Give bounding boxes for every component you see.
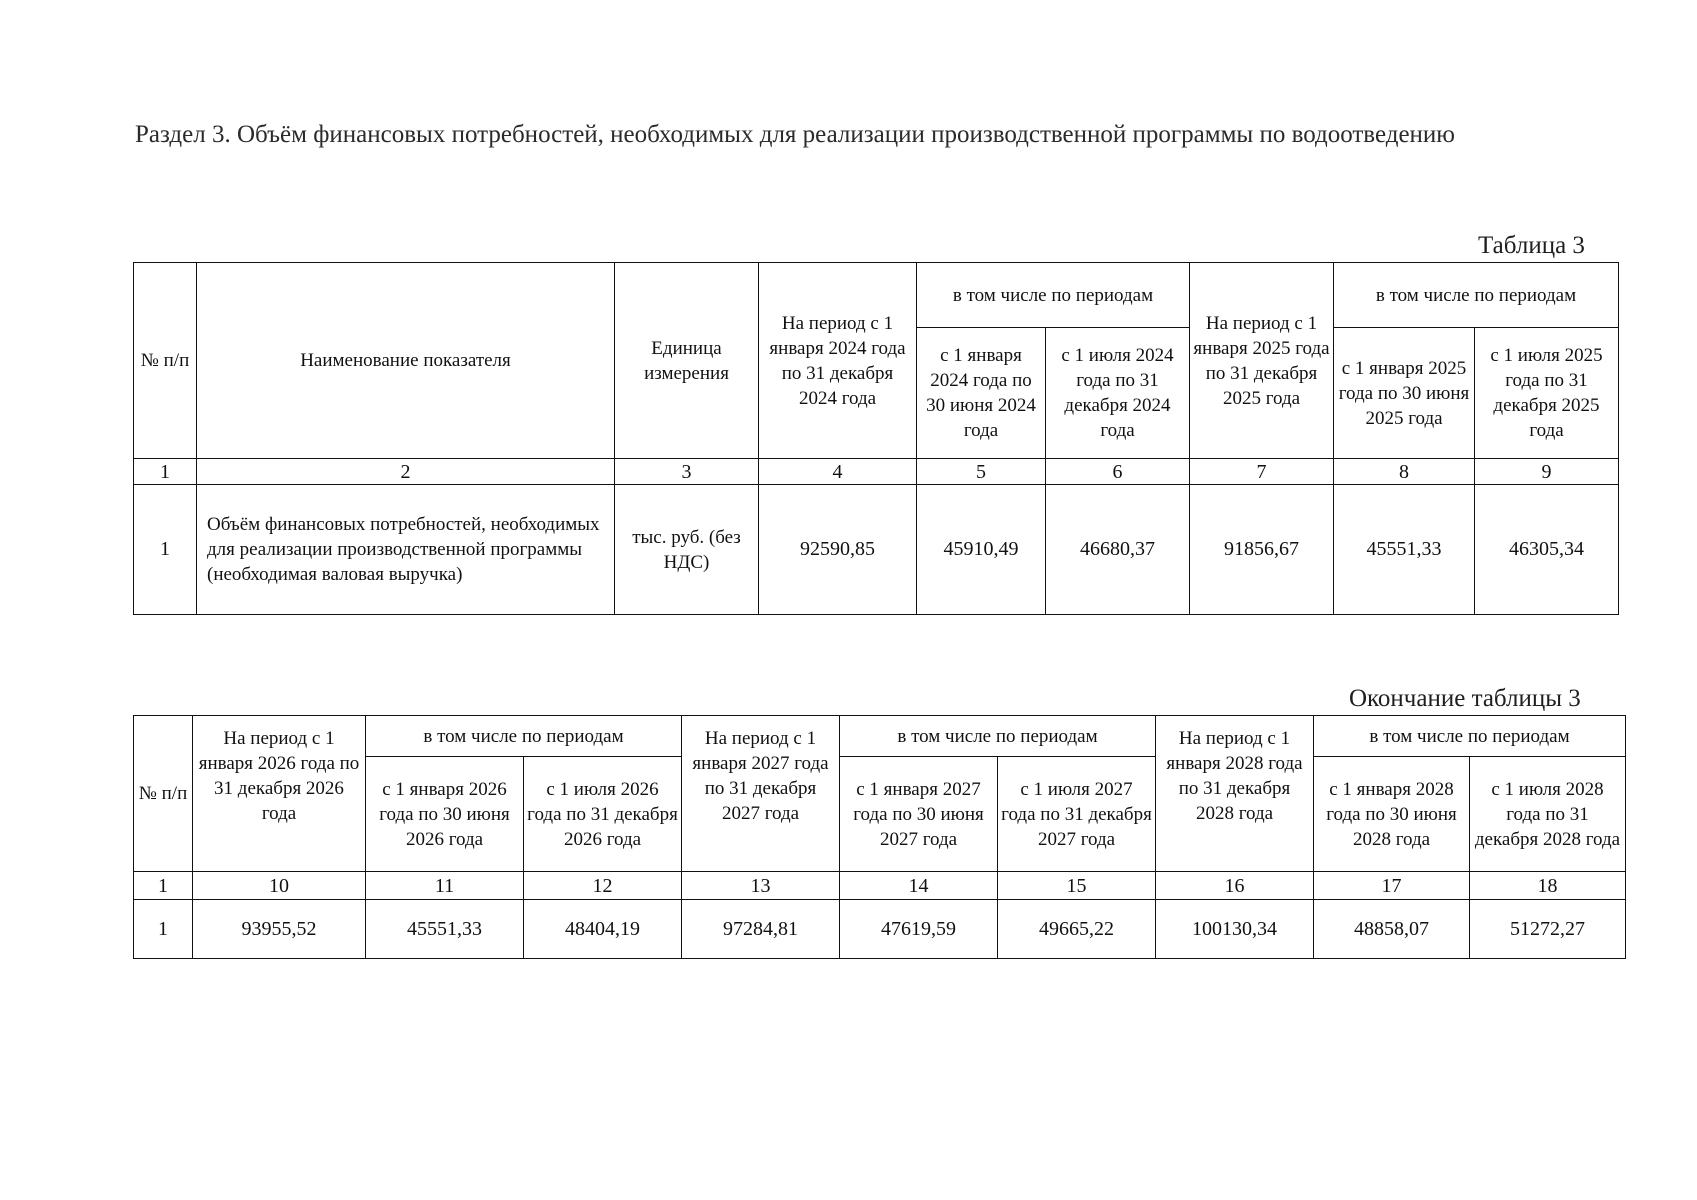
header-h1-2028: с 1 января 2028 года по 30 июня 2028 года bbox=[1314, 757, 1470, 872]
column-number: 2 bbox=[197, 459, 615, 485]
column-number: 7 bbox=[1190, 459, 1334, 485]
cell-value-2027: 97284,81 bbox=[682, 900, 840, 959]
column-number: 9 bbox=[1475, 459, 1619, 485]
header-period-2028: На период с 1 января 2028 года по 31 декабря 2028 года bbox=[1156, 716, 1314, 872]
column-number: 15 bbox=[998, 872, 1156, 900]
column-number: 6 bbox=[1046, 459, 1190, 485]
cell-value-h1-2025: 45551,33 bbox=[1334, 485, 1475, 615]
cell-value-h2-2026: 48404,19 bbox=[524, 900, 682, 959]
column-number-row bbox=[134, 459, 1619, 485]
cell-value-h2-2024: 46680,37 bbox=[1046, 485, 1190, 615]
column-number: 1 bbox=[134, 872, 193, 900]
table-row bbox=[134, 485, 1619, 615]
cell-value-2025: 91856,67 bbox=[1190, 485, 1334, 615]
cell-row-number: 1 bbox=[134, 900, 193, 959]
cell-row-number: 1 bbox=[134, 485, 197, 615]
column-number: 14 bbox=[840, 872, 998, 900]
cell-value-h1-2027: 47619,59 bbox=[840, 900, 998, 959]
header-h2-2024: с 1 июля 2024 года по 31 декабря 2024 года bbox=[1046, 328, 1190, 459]
cell-value-h2-2027: 49665,22 bbox=[998, 900, 1156, 959]
cell-value-2026: 93955,52 bbox=[193, 900, 366, 959]
cell-indicator-name: Объём финансовых потребностей, необходимых для реализации производственной программы (необходимая валовая выручка) bbox=[197, 485, 615, 615]
cell-value-2024: 92590,85 bbox=[759, 485, 917, 615]
column-number: 5 bbox=[917, 459, 1046, 485]
header-no: № п/п bbox=[134, 716, 193, 872]
header-period-2024: На период с 1 января 2024 года по 31 декабря 2024 года bbox=[759, 263, 917, 459]
header-h1-2025: с 1 января 2025 года по 30 июня 2025 года bbox=[1334, 328, 1475, 459]
table-continuation-caption: Окончание таблицы 3 bbox=[1349, 685, 1581, 712]
cell-unit: тыс. руб. (без НДС) bbox=[615, 485, 759, 615]
header-subperiods-2024: в том числе по периодам bbox=[917, 263, 1190, 328]
column-number: 12 bbox=[524, 872, 682, 900]
header-no: № п/п bbox=[134, 263, 197, 459]
column-number: 18 bbox=[1470, 872, 1626, 900]
header-subperiods-2027: в том числе по периодам bbox=[840, 716, 1156, 757]
cell-value-h1-2026: 45551,33 bbox=[366, 900, 524, 959]
cell-value-2028: 100130,34 bbox=[1156, 900, 1314, 959]
cell-value-h2-2028: 51272,27 bbox=[1470, 900, 1626, 959]
column-number: 11 bbox=[366, 872, 524, 900]
table-row bbox=[134, 900, 1626, 959]
header-subperiods-2026: в том числе по периодам bbox=[366, 716, 682, 757]
header-h1-2024: с 1 января 2024 года по 30 июня 2024 года bbox=[917, 328, 1046, 459]
column-number: 16 bbox=[1156, 872, 1314, 900]
column-number: 4 bbox=[759, 459, 917, 485]
column-number-row bbox=[134, 872, 1626, 900]
header-h1-2026: с 1 января 2026 года по 30 июня 2026 года bbox=[366, 757, 524, 872]
column-number: 10 bbox=[193, 872, 366, 900]
column-number: 8 bbox=[1334, 459, 1475, 485]
cell-value-h2-2025: 46305,34 bbox=[1475, 485, 1619, 615]
cell-value-h1-2024: 45910,49 bbox=[917, 485, 1046, 615]
financial-needs-table-continued bbox=[133, 715, 1626, 959]
header-h1-2027: с 1 января 2027 года по 30 июня 2027 года bbox=[840, 757, 998, 872]
table-caption: Таблица 3 bbox=[1478, 232, 1585, 259]
section-heading: Раздел 3. Объём финансовых потребностей, необходимых для реализации производственной программы по водоотведению bbox=[135, 121, 1455, 148]
header-period-2026: На период с 1 января 2026 года по 31 декабря 2026 года bbox=[193, 716, 366, 872]
header-subperiods-2025: в том числе по периодам bbox=[1334, 263, 1619, 328]
cell-value-h1-2028: 48858,07 bbox=[1314, 900, 1470, 959]
financial-needs-table bbox=[133, 262, 1619, 615]
column-number: 13 bbox=[682, 872, 840, 900]
header-period-2027: На период с 1 января 2027 года по 31 декабря 2027 года bbox=[682, 716, 840, 872]
header-row bbox=[134, 263, 1619, 328]
header-h2-2028: с 1 июля 2028 года по 31 декабря 2028 года bbox=[1470, 757, 1626, 872]
column-number: 17 bbox=[1314, 872, 1470, 900]
header-h2-2027: с 1 июля 2027 года по 31 декабря 2027 года bbox=[998, 757, 1156, 872]
column-number: 1 bbox=[134, 459, 197, 485]
header-subperiods-2028: в том числе по периодам bbox=[1314, 716, 1626, 757]
header-unit: Единица измерения bbox=[615, 263, 759, 459]
header-h2-2025: с 1 июля 2025 года по 31 декабря 2025 года bbox=[1475, 328, 1619, 459]
header-row bbox=[134, 716, 1626, 757]
column-number: 3 bbox=[615, 459, 759, 485]
header-period-2025: На период с 1 января 2025 года по 31 декабря 2025 года bbox=[1190, 263, 1334, 459]
header-name: Наименование показателя bbox=[197, 263, 615, 459]
header-h2-2026: с 1 июля 2026 года по 31 декабря 2026 года bbox=[524, 757, 682, 872]
